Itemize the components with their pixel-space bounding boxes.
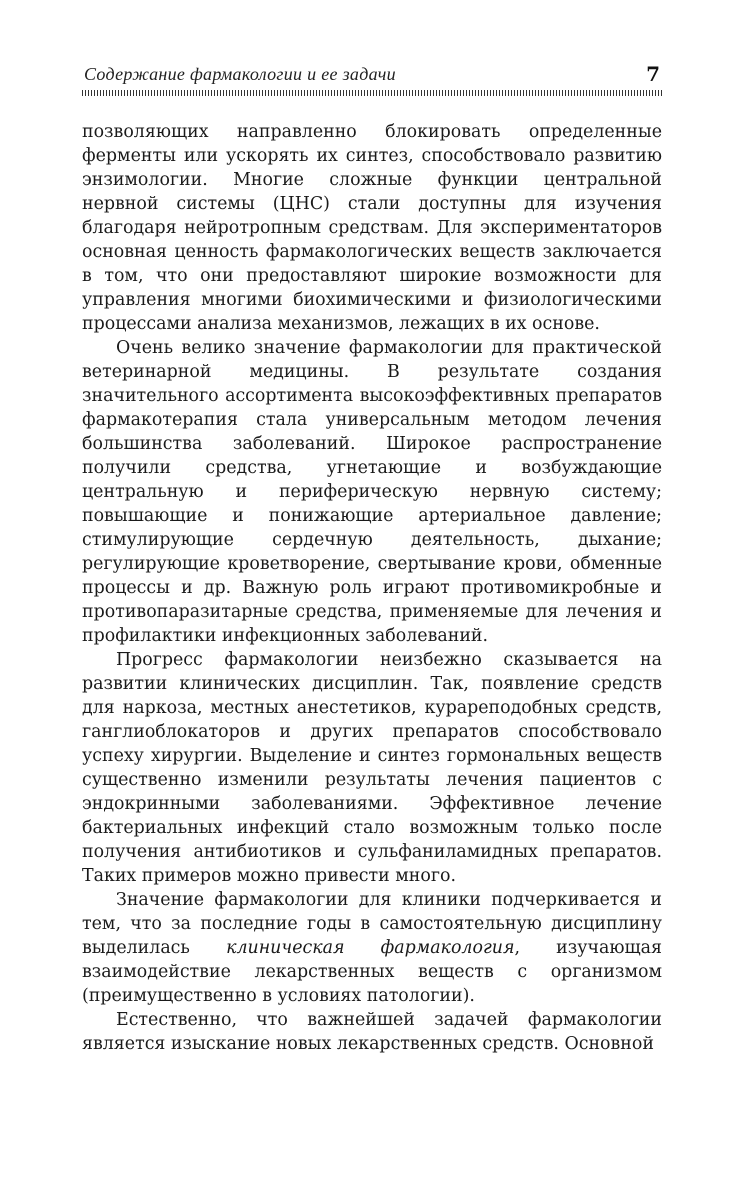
paragraph-2: Очень велико значение фармакологии для практической ветеринарной медицины. В результате создания значительного ассортимента высокоэффективных препаратов фармакотерапия стала универсальным методом лечения большинства заболеваний. Широкое распространение получили средства, угнетающие и возбуждающие центральную и периферическую нервную систему; повышающие и понижающие артериальное давление; стимулирующие сердечную деятельность, дыхание; регулирующие кроветворение, свертывание крови, обменные процессы и др. Важную роль играют противомикробные и противопаразитарные средства, применяемые для лечения и профилактики инфекционных заболеваний. [82,338,662,646]
body-text [82,120,662,1056]
running-header-title: Содержание фармакологии и ее задачи [84,64,396,84]
paragraph-5: Естественно, что важнейшей задачей фармакологии является изыскание новых лекарственных средств. Основной [82,1010,662,1054]
book-page [82,60,662,1056]
paragraph-4-start: Значение фармакологии для клиники подчеркивается и тем, что за последние годы в самостоятельную дисциплину выделилась [82,890,662,958]
paragraph-4 [82,888,662,1008]
page-number: 7 [646,62,660,86]
paragraph-1: позволяющих направленно блокировать определенные ферменты или ускорять их синтез, способствовало развитию энзимологии. Многие сложные функции центральной нервной системы (ЦНС) стали доступны для изучения благодаря нейротропным средствам. Для экспериментаторов основная ценность фармакологических веществ заключается в том, что они предоставляют широкие возможности для управления многими биохимическими и физиологическими процессами анализа механизмов, лежащих в их основе. [82,122,662,334]
header-rule [82,90,662,96]
paragraph-4-end: , изучающая взаимодействие лекарственных веществ с организмом (преимущественно в условиях патологии). [82,938,662,1006]
paragraph-3: Прогресс фармакологии неизбежно сказывается на развитии клинических дисциплин. Так, появление средств для наркоза, местных анестетиков, курареподобных средств, ганглиоблокаторов и других препаратов способствовало успеху хирургии. Выделение и синтез гормональных веществ существенно изменили результаты лечения пациентов с эндокринными заболеваниями. Эффективное лечение бактериальных инфекций стало возможным только после получения антибиотиков и сульфаниламидных препаратов. Таких примеров можно привести много. [82,650,662,886]
running-header [82,60,662,86]
emphasized-term: клиническая фармакология [226,938,515,958]
